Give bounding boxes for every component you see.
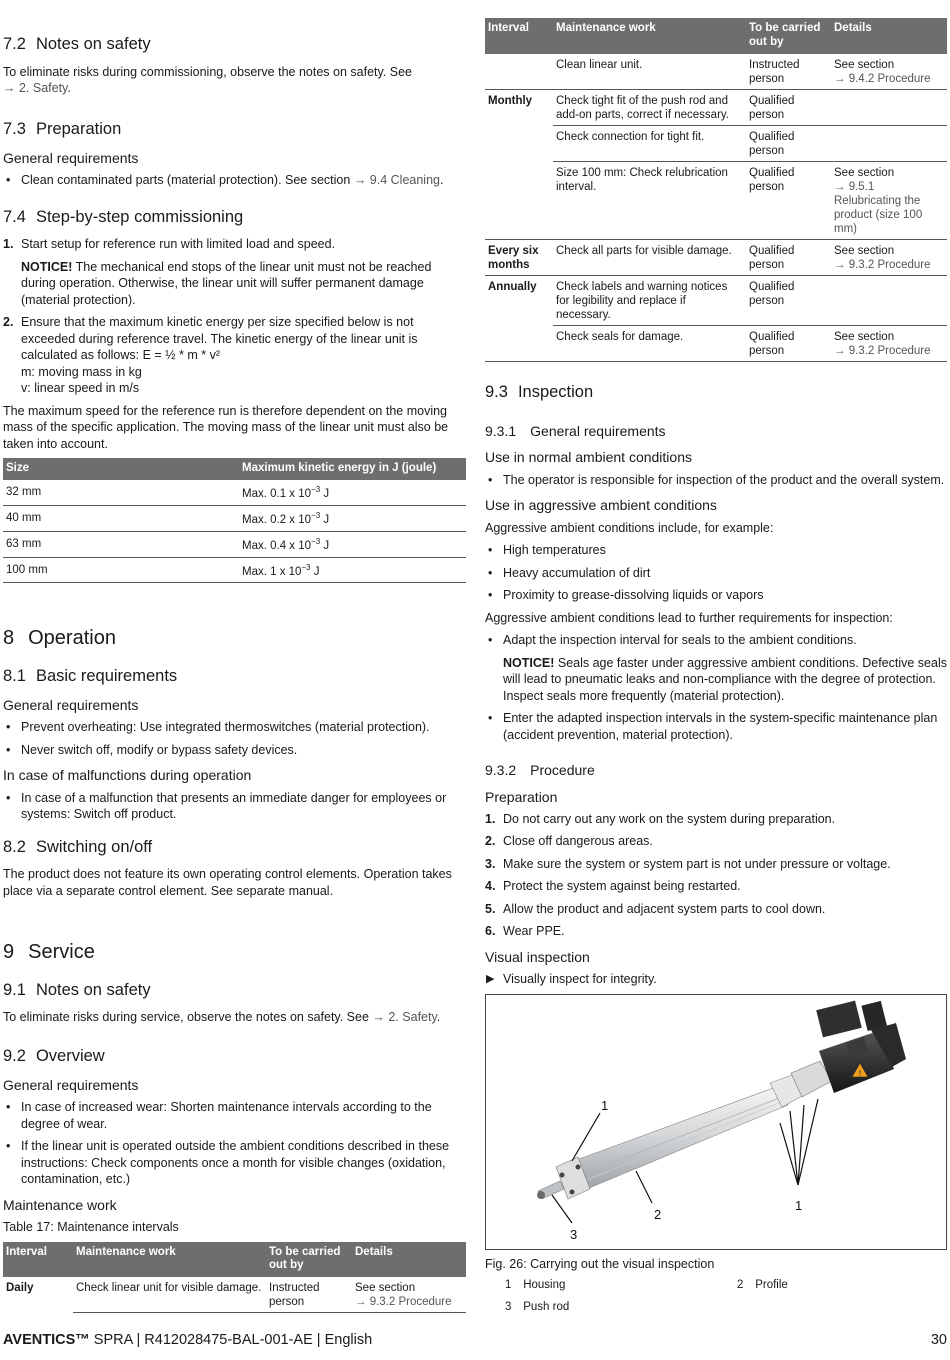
list-item: • In case of a malfunction that presents an immediate danger for employees or systems: Switch off product. <box>3 790 466 823</box>
aggressive-conditions-list <box>485 542 947 604</box>
section-9-3-2-heading: 9.3.2 Procedure <box>485 762 595 779</box>
aggressive-lead: Aggressive ambient conditions lead to further requirements for inspection: <box>485 610 893 625</box>
cleaning-link[interactable]: → 9.4 Cleaning <box>353 173 440 187</box>
play-arrow-icon: ▶ <box>486 973 495 986</box>
maintenance-table-part1 <box>3 1242 466 1314</box>
callout-label: 2 <box>654 1206 662 1222</box>
table-row: Every six months Check all parts for visible damage. Qualified person See section → 9.3.2 Procedure <box>485 239 947 275</box>
malfunctions-heading: In case of malfunctions during operation <box>3 767 252 784</box>
figure-linear-unit <box>485 994 947 1250</box>
linear-unit-illustration <box>486 995 946 1249</box>
list-item: 5. Allow the product and adjacent system parts to cool down. <box>485 901 826 916</box>
column-header: Interval <box>485 18 553 54</box>
table-caption: Table 17: Maintenance intervals <box>3 1220 179 1235</box>
list-item: • Adapt the inspection interval for seals to the ambient conditions. NOTICE! Seals age faster under aggressive ambient conditions. Defective seals will lead to pneumatic leaks and non-compliance with the degree of protection. Inspect seals more frequently (material protection). <box>485 632 947 704</box>
reference-run-text: The maximum speed for the reference run is therefore dependent on the moving mass of the specific application. The moving mass of the linear unit must also be taken into account. <box>3 403 449 451</box>
list-item: • Clean contaminated parts (material protection). See section → 9.4 Cleaning. <box>3 172 466 189</box>
list-item: 6. Wear PPE. <box>485 924 565 939</box>
general-requirements-heading: General requirements <box>3 1076 139 1093</box>
figure-legend <box>485 1278 947 1314</box>
table-row: Size 100 mm: Check relubrication interval. Qualified person See section → 9.5.1 Relubricating the product (size 100 mm) <box>485 161 947 239</box>
column-header: Interval <box>3 1242 73 1278</box>
procedure-link[interactable]: → 9.3.2 Procedure <box>355 1296 452 1309</box>
switching-text: The product does not feature its own operating control elements. Operation takes place via a separate control element. See separate manual. <box>3 867 452 898</box>
table-row: Clean linear unit. Instructed person See section → 9.4.2 Procedure <box>556 58 931 85</box>
section-7-4-heading: 7.4 Step-by-step commissioning <box>3 207 244 226</box>
malfunction-list <box>3 790 466 823</box>
list-item: • Prevent overheating: Use integrated thermoswitches (material protection). <box>3 719 466 736</box>
table-row: Check connection for tight fit. Qualified person <box>485 125 947 161</box>
section-7-2-text: To eliminate risks during commissioning, observe the notes on safety. See → 2. Safety. <box>3 64 412 96</box>
kinetic-energy-table <box>3 458 466 583</box>
table-row: 40 mm Max. 0.2 x $10^{-3}$ J <box>3 505 466 531</box>
list-item: • Enter the adapted inspection intervals in the system-specific maintenance plan (accident prevention, material protection). <box>485 710 947 743</box>
figure-caption: Fig. 26: Carrying out the visual inspection <box>485 1256 715 1271</box>
list-item: 2. Ensure that the maximum kinetic energy per size specified below is not exceeded during reference travel. The kinetic energy of the linear unit is calculated as follows: E = ½ * m * v² m: moving mass in kg v: linear speed in m/s <box>3 315 418 396</box>
list-item: • If the linear unit is operated outside the ambient conditions described in these instructions: Check components once a month for visible changes (oxidation, contamination, etc.) <box>3 1138 466 1188</box>
table-row: 32 mm Max. 0.1 x $10^{-3}$ J <box>3 480 466 505</box>
notice: NOTICE! Seals age faster under aggressive ambient conditions. Defective seals will lead to pneumatic leaks and non-compliance with the degree of protection. Inspect seals more frequently (material protection). <box>503 655 947 703</box>
list-item: • Never switch off, modify or bypass safety devices. <box>3 742 466 759</box>
preparation-steps <box>485 811 947 940</box>
column-header: Size <box>3 458 239 480</box>
table-row: Annually Check labels and warning notices for legibility and replace if necessary. Qualified person <box>485 275 947 325</box>
column-header: Maintenance work <box>73 1242 266 1278</box>
list-item: • High temperatures <box>485 542 947 559</box>
list-item: 4. Protect the system against being restarted. <box>485 879 741 894</box>
list-item: 1. Do not carry out any work on the system during preparation. <box>485 811 836 826</box>
safety-link[interactable]: → 2. Safety <box>3 81 68 96</box>
callout-label: 1 <box>795 1197 803 1213</box>
normal-conditions-heading: Use in normal ambient conditions <box>485 449 692 466</box>
table-row: 63 mm Max. 0.4 x $10^{-3}$ J <box>3 531 466 557</box>
procedure-link[interactable]: → 9.3.2 Procedure <box>834 258 931 271</box>
column-header: To be carried out by <box>266 1242 352 1278</box>
section-9-1-heading: 9.1 Notes on safety <box>3 980 151 999</box>
list-item: 3. Make sure the system or system part is not under pressure or voltage. <box>485 856 891 871</box>
overview-list <box>3 1099 466 1188</box>
callout-label: 3 <box>570 1226 578 1242</box>
aggressive-conditions-heading: Use in aggressive ambient conditions <box>485 497 717 514</box>
column-header: Maximum kinetic energy in J (joule) <box>239 458 466 480</box>
legend-item: 3 Push rod <box>505 1300 570 1313</box>
section-9-2-heading: 9.2 Overview <box>3 1046 105 1065</box>
chapter-9-heading: 9 Service <box>3 941 95 964</box>
column-header: To be carried out by <box>746 18 831 54</box>
footer-doc-info: AVENTICS™ SPRA | R412028475-BAL-001-AE | English <box>3 1332 373 1348</box>
page-footer <box>3 1331 947 1350</box>
section-7-3-heading: 7.3 Preparation <box>3 119 122 138</box>
right-column <box>485 18 947 1315</box>
general-requirements-heading: General requirements <box>3 696 139 713</box>
table-row: Daily Check linear unit for visible damage. Instructed person See section → 9.3.2 Procedure <box>3 1277 466 1313</box>
column-header: Maintenance work <box>553 18 746 54</box>
table-row: 100 mm Max. 1 x $10^{-3}$ J <box>3 557 466 583</box>
inspection-requirements-list <box>485 632 947 743</box>
notice: NOTICE! The mechanical end stops of the linear unit must not be reached during operation. Otherwise, the linear unit will suffer permanent damage (material protection). <box>21 259 432 307</box>
column-header: Details <box>352 1242 466 1278</box>
legend-item: 1 Housing <box>505 1279 566 1292</box>
column-header: Details <box>831 18 947 54</box>
preparation-heading: Preparation <box>485 788 558 805</box>
callout-label: 1 <box>601 1097 609 1113</box>
chapter-8-heading: 8 Operation <box>3 627 116 650</box>
aggressive-intro: Aggressive ambient conditions include, for example: <box>485 520 774 535</box>
service-safety-text: To eliminate risks during service, observe the notes on safety. See → 2. Safety. <box>3 1010 441 1025</box>
procedure-link[interactable]: → 9.4.2 Procedure <box>834 72 931 85</box>
left-column <box>3 20 466 1313</box>
legend-item: 2 Profile <box>737 1279 788 1292</box>
list-item: • The operator is responsible for inspection of the product and the overall system. <box>485 472 947 489</box>
section-8-2-heading: 8.2 Switching on/off <box>3 837 153 856</box>
normal-conditions-list <box>485 472 947 489</box>
list-item: • Heavy accumulation of dirt <box>485 565 947 582</box>
general-requirements-heading: General requirements <box>3 149 139 166</box>
list-item: 2. Close off dangerous areas. <box>485 834 653 849</box>
table-row: Monthly Check tight fit of the push rod and add-on parts, correct if necessary. Qualified person <box>485 89 947 125</box>
section-7-2-heading: 7.2 Notes on safety <box>3 35 151 53</box>
visual-inspection-heading: Visual inspection <box>485 948 590 965</box>
relubricating-link[interactable]: → 9.5.1 Relubricating the product (size 100 mm) <box>834 180 923 235</box>
table-row: Check seals for damage. Qualified person See section → 9.3.2 Procedure <box>485 325 947 361</box>
list-item: 1. Start setup for reference run with limited load and speed. NOTICE! The mechanical end stops of the linear unit must not be reached during operation. Otherwise, the linear unit will suffer permanent damage (material protection). <box>3 236 466 308</box>
safety-link[interactable]: → 2. Safety <box>372 1010 437 1025</box>
maintenance-table-part2 <box>485 18 947 362</box>
svg-text:!: ! <box>858 1068 862 1078</box>
operation-list <box>3 719 466 758</box>
section-9-3-heading: 9.3 Inspection <box>485 382 594 401</box>
section-8-1-heading: 8.1 Basic requirements <box>3 666 178 685</box>
preparation-list <box>3 172 466 189</box>
page-number: 30 <box>930 1332 947 1348</box>
procedure-link[interactable]: → 9.3.2 Procedure <box>834 344 931 357</box>
action-step: ▶ Visually inspect for integrity. <box>486 972 657 987</box>
list-item: • Proximity to grease-dissolving liquids or vapors <box>485 587 947 604</box>
section-9-3-1-heading: 9.3.1 General requirements <box>485 422 666 439</box>
maintenance-work-heading: Maintenance work <box>3 1196 117 1213</box>
commissioning-steps <box>3 236 466 397</box>
list-item: • In case of increased wear: Shorten maintenance intervals according to the degree of wear. <box>3 1099 466 1132</box>
